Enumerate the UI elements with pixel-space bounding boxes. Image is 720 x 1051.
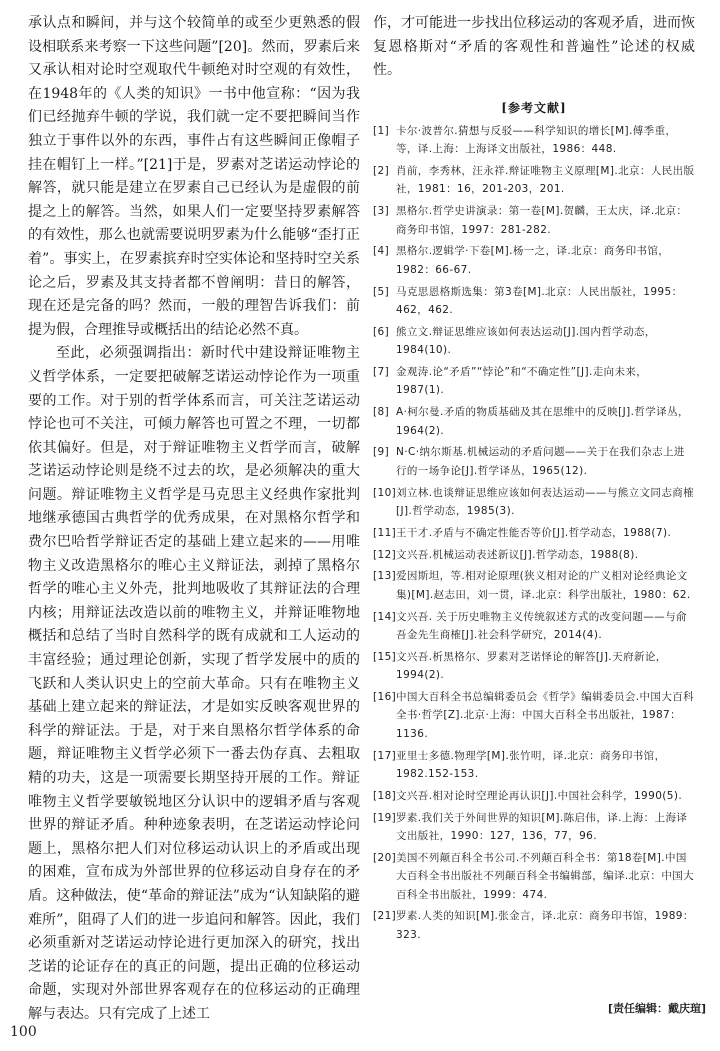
reference-text: 文兴吾. 关于历史唯物主义传统叙述方式的改变问题——与俞吾金先生商榷[J].社会科学研究，2014(4). <box>396 610 687 642</box>
reference-item <box>373 403 695 440</box>
reference-text: N·C·纳尔斯基.机械运动的矛盾问题——关于在我们杂志上进行的一场争论[J].哲学译丛，1965(12). <box>396 446 685 477</box>
reference-text: A·柯尔曼.矛盾的物质基础及其在思维中的反映[J].哲学译丛，1964(2). <box>396 406 689 437</box>
responsible-editor: [ 责任编辑：戴庆瑄 ] <box>608 1000 706 1016</box>
reference-item <box>373 283 695 320</box>
reference-item <box>373 608 695 645</box>
reference-text: 爱因斯坦，等.相对论原理(狭义相对论的广义相对论经典论文集)[M].赵志田，刘一贯，译.北京：科学出版社，1980：62. <box>396 570 691 601</box>
reference-number: [13] <box>373 570 397 583</box>
reference-text: 文兴吾.相对论时空理论再认识[J].中国社会科学，1990(5). <box>396 789 683 802</box>
reference-number: [8] <box>373 406 390 419</box>
reference-number: [6] <box>373 325 390 338</box>
reference-item <box>373 484 695 521</box>
reference-number: [9] <box>373 446 390 459</box>
reference-text: 亚里士多德.物理学[M].张竹明，译.北京：商务印书馆，1982.152-153. <box>396 749 666 781</box>
reference-item <box>373 648 695 685</box>
reference-item <box>373 323 695 360</box>
reference-number: [16] <box>373 691 397 704</box>
reference-text: 美国不列颠百科全书公司.不列颠百科全书：第18卷[M].中国大百科全书出版社不列颠百科全书编辑部，编译.北京：中国大百科全书出版社，1999：474. <box>396 851 695 901</box>
reference-text: 王干才.矛盾与不确定性能否等价[J].哲学动态，1988(7). <box>396 526 672 539</box>
reference-text: 金观涛.论“矛盾”“悖论”和“不确定性”[J].走向未来，1987(1). <box>396 366 648 397</box>
reference-text: 熊立文.辩证思维应该如何表达运动[J].国内哲学动态，1984(10). <box>396 325 656 357</box>
reference-number: [12] <box>373 548 397 561</box>
reference-number: [3] <box>373 205 390 218</box>
reference-text: 卡尔·波普尔.猜想与反驳——科学知识的增长[M].傅季重，等，译.上海：上海译文出版社，1986：448. <box>396 124 677 156</box>
left-column <box>28 12 360 1027</box>
reference-text: 黑格尔.逻辑学·下卷[M].杨一之，译.北京：商务印书馆，1982：66-67. <box>396 245 670 276</box>
reference-text: 文兴吾.机械运动表述新议[J].哲学动态，1988(8). <box>396 548 639 561</box>
reference-item <box>373 242 695 279</box>
reference-text: 文兴吾.析黑格尔、罗素对芝诺怿论的解答[J].天府新论，1994(2). <box>396 650 667 682</box>
references-list <box>373 122 695 944</box>
reference-number: [18] <box>373 789 397 802</box>
reference-number: [5] <box>373 285 390 298</box>
reference-text: 刘立林.也谈辩证思维应该如何表达运动——与熊立文同志商榷[J].哲学动态，1985(3). <box>396 486 695 518</box>
reference-number: [2] <box>373 164 390 177</box>
reference-item <box>373 809 695 846</box>
reference-text: 肖前，李秀林，汪永祥.辩证唯物主义原理[M].北京：人民出版社，1981：16，201-203，201. <box>396 164 695 196</box>
references-heading: [ 参考文献 ] <box>373 99 695 116</box>
reference-number: [7] <box>373 366 390 378</box>
body-paragraph: 承认点和瞬间，并与这个较简单的或至少更熟悉的假设相联系来考察一下这些问题”[20]。然而，罗素后来又承认相对论时空观取代牛顿绝对时空观的有效性，在1948年的《人类的知识》一书中他宣称：“因为我们已经抛弃牛顿的学说，我们就一定不要把瞬间当作独立于事件以外的东西，事件占有这些瞬间正像帽子挂在帽钉上一样。”[21]于是，罗素对芝诺运动悖论的解答，就只能是建立在罗素自己已经认为是虚假的前提之上的解答。当然，如果人们一定要坚持罗素解答的有效性，那么也就需要说明罗素为什么能够“歪打正着”。事实上，在罗素摈弃时空实体论和坚持时空关系论之后，罗素及其支持者都不曾阐明：昔日的解答，现在还是完备的吗？然而，一般的理智告诉我们：前提为假，合理推导或概括出的结论必然不真。 <box>28 15 360 338</box>
reference-number: [20] <box>373 851 397 864</box>
right-column <box>373 12 695 948</box>
reference-number: [19] <box>373 811 397 824</box>
reference-text: 罗素.人类的知识[M].张金言，译.北京：商务印书馆，1989：323. <box>396 910 694 941</box>
reference-number: [4] <box>373 245 390 258</box>
reference-text: 中国大百科全书总编辑委员会《哲学》编辑委员会.中国大百科全书·哲学[Z].北京·上海：中国大百科全书出版社，1987：1136. <box>396 691 695 740</box>
reference-text: 黑格尔.哲学史讲演录：第一卷[M].贺麟，王太庆，译.北京：商务印书馆，1997：281-282. <box>396 205 688 236</box>
reference-number: [11] <box>373 526 397 539</box>
page-number: 100 <box>10 1024 37 1040</box>
reference-number: [15] <box>373 650 397 663</box>
reference-number: [10] <box>373 486 397 499</box>
reference-item <box>373 443 695 480</box>
reference-item <box>373 122 695 159</box>
reference-text: 马克思恩格斯选集：第3卷[M].北京：人民出版社，1995：462，462. <box>396 285 683 316</box>
reference-number: [21] <box>373 910 397 923</box>
reference-text: 罗素.我们关于外间世界的知识[M].陈启伟，译.上海：上海译文出版社，1990：127，136，77，96. <box>396 811 688 843</box>
body-paragraph: 至此，必须强调指出：新时代中建设辩证唯物主义哲学体系，一定要把破解芝诺运动悖论作为一项重要的工作。对于别的哲学体系而言，可关注芝诺运动悖论也可不关注，可倾力解答也可置之不理，一切都依其偏好。但是，对于辩证唯物主义哲学而言，破解芝诺运动悖论则是绕不过去的坎，是必须解决的重大问题。辩证唯物主义哲学是马克思主义经典作家批判地继承德国古典哲学的优秀成果，在对黑格尔哲学和费尔巴哈哲学辩证否定的基础上建立起来的——用唯物主义改造黑格尔的唯心主义辩证法，剥掉了黑格尔哲学的唯心主义外壳，批判地吸收了其辩证法的合理内核；用辩证法改造以前的唯物主义，并辩证唯物地概括和总结了当时自然科学的既有成就和工人运动的丰富经验；通过理论创新，实现了哲学发展中的质的飞跃和人类认识史上的空前大革命。只有在唯物主义基础上建立起来的辩证法，才是如实反映客观世界的科学的辩证法。于是，对于来自黑格尔哲学体系的命题，辩证唯物主义哲学必须下一番去伪存真、去粗取精的功夫，这是一项需要长期坚持开展的工作。辩证唯物主义哲学要敏锐地区分认识中的逻辑矛盾与客观世界的辩证矛盾。种种迹象表明，在芝诺运动悖论问题上，黑格尔把人们对位移运动认识上的矛盾或出现的困难，宣布成为外部世界的位移运动自身存在的矛盾。这种做法，使“革命的辩证法”成为“认知缺陷的避难所”，阻碍了人们的进一步追问和解答。因此，我们必须重新对芝诺运动悖论进行更加深入的研究，找出芝诺的论证存在的真正的问题，提出正确的位移运动命题，实现对外部世界客观存在的位移运动的正确理解与表达。只有完成了上述工 <box>28 345 360 1022</box>
reference-number: [17] <box>373 749 397 762</box>
reference-item <box>373 363 695 400</box>
body-paragraph-continued: 作，才可能进一步找出位移运动的客观矛盾，进而恢复恩格斯对“矛盾的客观性和普遍性”论述的权威性。 <box>373 15 695 79</box>
reference-item <box>373 524 695 542</box>
reference-item <box>373 849 695 904</box>
reference-item <box>373 546 695 564</box>
reference-item <box>373 202 695 239</box>
reference-item <box>373 162 695 199</box>
reference-number: [14] <box>373 610 397 623</box>
reference-item <box>373 567 695 604</box>
reference-item <box>373 787 695 805</box>
reference-item <box>373 907 695 944</box>
reference-item <box>373 747 695 784</box>
reference-number: [1] <box>373 124 390 137</box>
reference-item <box>373 688 695 743</box>
